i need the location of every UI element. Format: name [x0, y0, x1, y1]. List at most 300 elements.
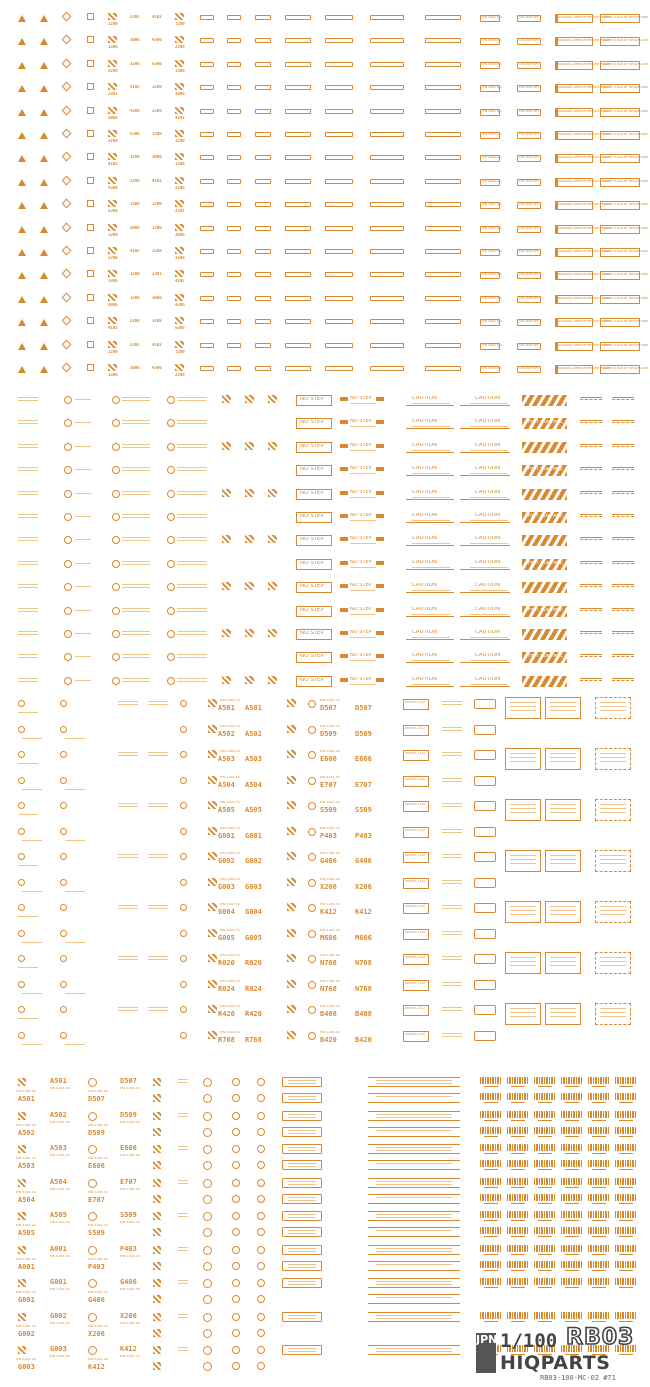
barcode-mark: [561, 1227, 583, 1234]
part-label: P/N 4065 SFC: [519, 227, 540, 230]
circle-icon: [232, 1179, 240, 1187]
part-label: P/N 4065 SFC: [519, 297, 540, 300]
label-plate: [282, 1312, 322, 1322]
target-icon: [203, 1329, 212, 1338]
text-line: [550, 757, 576, 758]
plate-small: [255, 319, 271, 324]
plate-medium: [325, 296, 353, 301]
no-step-label: NO STEP: [350, 583, 372, 588]
circle-icon: [18, 777, 25, 784]
long-plate: [368, 1345, 460, 1355]
no-step-label: NO STEP: [300, 678, 324, 683]
text-line: [510, 859, 536, 860]
barcode-mark: [615, 1278, 637, 1285]
circle-icon: [60, 700, 67, 707]
dash-line: [580, 397, 602, 400]
circle-icon: [60, 726, 67, 733]
code-label: 2301: [152, 272, 162, 276]
circle-icon: [60, 1006, 67, 1013]
part-label: P/N 4-001-16: [88, 1224, 108, 1227]
plate-medium: [325, 62, 353, 67]
text-line: [65, 1044, 85, 1045]
triangle-icon: [40, 85, 48, 92]
text-line: [619, 1220, 633, 1221]
text-line: [550, 863, 576, 864]
hot-surface-plate: [522, 395, 567, 406]
text-line: [177, 420, 207, 421]
caution-label: CAUTION: [412, 513, 438, 518]
text-line: [412, 497, 450, 498]
target-icon: [308, 751, 316, 759]
text-line: [148, 701, 168, 702]
part-label: P/N 4-001-16: [120, 1255, 140, 1258]
code-b: X206: [88, 1331, 105, 1338]
code-a: A505: [50, 1212, 67, 1219]
hatch-mark: [153, 1346, 161, 1354]
code-b: D509: [88, 1130, 105, 1137]
text-line: [288, 1217, 316, 1218]
warning-label: WARNING REMOVE BEFORE FLIGHT: [558, 320, 612, 323]
code-b: B420: [355, 1037, 372, 1044]
part-label: P/N 4065 SFC: [482, 156, 503, 159]
text-line: [178, 1183, 188, 1184]
code-b: B420: [320, 1037, 337, 1044]
text-line: [442, 701, 462, 702]
text-line: [288, 1281, 316, 1282]
inspected-label: INSPECTED: [405, 982, 425, 985]
plate-medium: [285, 366, 311, 371]
circle-icon: [60, 751, 67, 758]
hatch-mark: [175, 13, 184, 20]
plate-small: [200, 38, 214, 43]
text-line: [619, 1153, 633, 1154]
code-label: 1306: [130, 296, 140, 300]
plate-small: [227, 179, 241, 184]
hatch-mark: [108, 83, 117, 90]
stripe-bar: [340, 631, 348, 635]
maker-logo: HIQPARTS: [500, 1352, 611, 1374]
code-label: 4102: [152, 179, 162, 183]
target-icon: [203, 1362, 212, 1371]
circle-icon: [257, 1112, 265, 1120]
text-line: [178, 1113, 188, 1114]
text-line: [177, 494, 207, 495]
barcode-mark: [588, 1111, 610, 1118]
circle-icon: [64, 560, 72, 568]
circle-icon: [257, 1128, 265, 1136]
part-label: P/N 4-001-16: [16, 1325, 36, 1328]
code-label: 5306: [152, 62, 162, 66]
circle-icon: [180, 930, 187, 937]
part-label: P/N 4-001-16: [120, 1288, 140, 1291]
text-line: [18, 400, 38, 401]
text-line: [122, 444, 150, 445]
bracket-plate: [474, 750, 496, 760]
part-label: P/N 4065 SFC: [482, 227, 503, 230]
text-line: [619, 1086, 633, 1087]
text-line: [350, 567, 376, 568]
label-plate: [282, 1211, 322, 1221]
circle-icon: [18, 955, 25, 962]
square-mark: [87, 177, 94, 184]
text-line: [600, 965, 626, 966]
text-line: [178, 1082, 188, 1083]
diamond-icon: [62, 129, 72, 139]
plate-small: [255, 249, 271, 254]
hatch-mark: [268, 489, 277, 497]
hatch-mark: [153, 1228, 161, 1236]
text-line: [288, 1230, 316, 1231]
text-line: [178, 1079, 188, 1080]
long-plate: [368, 1261, 460, 1271]
text-line: [442, 883, 462, 884]
plate-small: [227, 202, 241, 207]
plate-long: [425, 343, 461, 348]
stripe-bar: [376, 514, 384, 518]
text-line: [177, 470, 207, 471]
circle-icon: [64, 443, 72, 451]
target-icon: [88, 1279, 97, 1288]
text-line: [538, 1236, 552, 1237]
text-line: [18, 467, 38, 468]
text-line: [538, 1287, 552, 1288]
stripe-bar: [340, 678, 348, 682]
text-line: [592, 1086, 606, 1087]
hatch-mark: [108, 341, 117, 348]
hatch-mark: [245, 535, 254, 543]
plate-medium: [285, 179, 311, 184]
text-line: [75, 563, 91, 564]
square-mark: [87, 130, 94, 137]
square-mark: [87, 107, 94, 114]
code-a: G004: [218, 909, 235, 916]
barcode-mark: [561, 1111, 583, 1118]
barcode-mark: [534, 1245, 556, 1252]
hatch-mark: [245, 442, 254, 450]
text-line: [75, 516, 91, 517]
dash-line: [580, 608, 602, 611]
code-a: A001: [50, 1246, 67, 1253]
text-line: [65, 993, 85, 994]
no-step-label: NO STEP: [300, 584, 324, 589]
hatch-mark: [268, 629, 277, 637]
code-b: D509: [320, 731, 337, 738]
text-line: [510, 706, 536, 707]
circle-icon: [257, 1329, 265, 1337]
circle-icon: [112, 560, 120, 568]
plate-small: [255, 343, 271, 348]
text-line: [148, 959, 168, 960]
text-line: [177, 561, 207, 562]
hatch-mark: [208, 1005, 217, 1013]
plate-small: [200, 202, 214, 207]
stand-label: STAND CLEAR OF INTAKE AREA: [602, 133, 649, 136]
diamond-icon: [62, 12, 72, 22]
code-label: 5306: [175, 326, 185, 330]
plate-medium: [285, 296, 311, 301]
plate-long: [425, 62, 461, 67]
text-line: [538, 1102, 552, 1103]
text-line: [18, 1018, 38, 1019]
stripe-bar: [340, 584, 348, 588]
hatch-mark: [175, 294, 184, 301]
barcode-mark: [534, 1261, 556, 1268]
caution-label: CAUTION: [412, 653, 438, 658]
target-icon: [308, 828, 316, 836]
plate-small: [227, 296, 241, 301]
barcode-mark: [561, 1245, 583, 1252]
text-line: [619, 1169, 633, 1170]
text-line: [538, 1086, 552, 1087]
text-line: [511, 1120, 525, 1121]
code-label: 3006: [108, 303, 118, 307]
text-line: [484, 1236, 498, 1237]
label-plate: [282, 1261, 322, 1271]
text-line: [177, 654, 207, 655]
info-panel: [545, 1003, 581, 1025]
text-line: [22, 789, 42, 790]
text-line: [592, 1270, 606, 1271]
target-icon: [308, 726, 316, 734]
circle-icon: [18, 700, 25, 707]
text-line: [118, 854, 138, 855]
text-line: [288, 1083, 316, 1084]
stand-label: STAND CLEAR OF INTAKE AREA: [602, 39, 649, 42]
long-plate: [368, 1160, 460, 1170]
hatch-mark: [287, 801, 296, 809]
code-a: R420: [218, 1011, 235, 1018]
caution-label: CAUTION: [412, 443, 438, 448]
text-line: [65, 738, 85, 739]
part-label: P/N 4065 SFC: [482, 39, 503, 42]
barcode-mark: [588, 1160, 610, 1167]
text-line: [122, 537, 150, 538]
dash-line: [580, 561, 602, 564]
text-line: [177, 514, 207, 515]
code-label: 3208: [108, 139, 118, 143]
info-panel: [595, 1003, 631, 1025]
barcode-mark: [480, 1178, 502, 1185]
code-label: 1209: [108, 233, 118, 237]
dash-line: [580, 584, 602, 587]
text-line: [122, 631, 150, 632]
hatch-mark: [175, 317, 184, 324]
text-line: [75, 633, 91, 634]
code-label: 2208: [175, 373, 185, 377]
no-step-label: NO STEP: [350, 560, 372, 565]
text-line: [18, 865, 38, 866]
text-line: [18, 561, 38, 562]
code-b: K412: [88, 1364, 105, 1371]
text-line: [600, 710, 626, 711]
part-label: P/N 4065 SFC: [519, 156, 540, 159]
part-label: P/N 4-001-16: [50, 1188, 70, 1191]
dash-line: [612, 491, 634, 494]
circle-icon: [257, 1078, 265, 1086]
part-label: P/N 4065 SFC: [519, 63, 540, 66]
stand-label: STAND CLEAR OF INTAKE AREA: [602, 156, 649, 159]
barcode-mark: [534, 1178, 556, 1185]
text-line: [510, 855, 536, 856]
target-icon: [308, 879, 316, 887]
caution-label: CAUTION: [412, 560, 438, 565]
text-line: [412, 473, 450, 474]
plate-medium: [325, 272, 353, 277]
plate-medium: [370, 249, 404, 254]
barcode-mark: [615, 1211, 637, 1218]
text-line: [178, 1314, 188, 1315]
hatch-mark: [108, 294, 117, 301]
part-label: P/N 4065 SFC: [482, 63, 503, 66]
hatch-mark: [222, 676, 231, 684]
circle-icon: [60, 930, 67, 937]
hatch-mark: [287, 750, 296, 758]
bracket-plate: [474, 878, 496, 888]
text-line: [550, 859, 576, 860]
dash-line: [580, 467, 602, 470]
hatch-mark: [287, 1031, 296, 1039]
text-line: [470, 567, 508, 568]
text-line: [442, 806, 462, 807]
hatch-mark: [153, 1179, 161, 1187]
no-step-label: NO STEP: [300, 654, 324, 659]
inspected-label: INSPECTED: [405, 956, 425, 959]
hatch-mark: [208, 699, 217, 707]
plate-long: [425, 38, 461, 43]
triangle-icon: [18, 226, 26, 233]
target-icon: [88, 1313, 97, 1322]
part-label: P/N 4-001-16: [320, 852, 340, 855]
target-icon: [88, 1145, 97, 1154]
square-mark: [87, 13, 94, 20]
target-icon: [203, 1262, 212, 1271]
hot-surface-label: HOT SURFACE: [528, 561, 564, 566]
text-line: [288, 1114, 316, 1115]
target-icon: [203, 1346, 212, 1355]
plate-small: [227, 272, 241, 277]
barcode-mark: [588, 1093, 610, 1100]
text-line: [484, 1187, 498, 1188]
caution-label: CAUTION: [475, 536, 501, 541]
text-line: [470, 473, 508, 474]
text-line: [376, 1315, 452, 1316]
code-a: A504: [218, 782, 235, 789]
text-line: [22, 840, 42, 841]
code-a: G002: [245, 858, 262, 865]
diamond-icon: [62, 59, 72, 69]
text-line: [376, 1281, 452, 1282]
text-line: [376, 1181, 452, 1182]
target-icon: [88, 1346, 97, 1355]
target-icon: [308, 802, 316, 810]
text-line: [550, 808, 576, 809]
long-plate: [368, 1111, 460, 1121]
text-line: [177, 397, 207, 398]
inspected-label: INSPECTED: [405, 778, 425, 781]
code-b: E606: [88, 1163, 105, 1170]
plate-small: [227, 85, 241, 90]
bracket-plate: [474, 725, 496, 735]
caution-label: CAUTION: [475, 466, 501, 471]
hatch-mark: [108, 36, 117, 43]
barcode-mark: [615, 1245, 637, 1252]
long-plate: [368, 1312, 460, 1322]
text-line: [148, 704, 168, 705]
circle-icon: [180, 955, 187, 962]
barcode-mark: [615, 1077, 637, 1084]
text-line: [600, 812, 626, 813]
hatch-mark: [108, 13, 117, 20]
hot-surface-label: HOT SURFACE: [528, 654, 564, 659]
code-a: A503: [50, 1145, 67, 1152]
code-label: 4306: [175, 303, 185, 307]
text-line: [288, 1117, 316, 1118]
stripe-bar: [376, 654, 384, 658]
bracket-plate: [474, 903, 496, 913]
text-line: [470, 590, 508, 591]
text-line: [65, 789, 85, 790]
warning-label: WARNING REMOVE BEFORE FLIGHT: [558, 180, 612, 183]
code-a: G005: [218, 935, 235, 942]
text-line: [18, 681, 38, 682]
barcode-mark: [534, 1211, 556, 1218]
code-b: D507: [320, 705, 337, 712]
hatch-mark: [175, 36, 184, 43]
square-mark: [87, 153, 94, 160]
dash-line: [612, 584, 634, 587]
hatch-mark: [108, 224, 117, 231]
triangle-icon: [18, 179, 26, 186]
hatch-mark: [208, 903, 217, 911]
dash-line: [580, 654, 602, 657]
circle-icon: [18, 904, 25, 911]
caution-label: CAUTION: [475, 630, 501, 635]
hatch-mark: [108, 317, 117, 324]
circle-icon: [257, 1246, 265, 1254]
text-line: [592, 1102, 606, 1103]
diamond-icon: [62, 82, 72, 92]
circle-icon: [64, 466, 72, 474]
barcode-mark: [507, 1178, 529, 1185]
target-icon: [308, 904, 316, 912]
circle-icon: [167, 607, 175, 615]
inspected-label: INSPECTED: [405, 803, 425, 806]
text-line: [376, 1297, 452, 1298]
text-line: [376, 1163, 452, 1164]
long-plate: [368, 1178, 460, 1188]
code-label: 4102: [108, 162, 118, 166]
triangle-icon: [18, 15, 26, 22]
circle-icon: [60, 879, 67, 886]
plate-long: [425, 132, 461, 137]
text-line: [484, 1120, 498, 1121]
text-line: [148, 752, 168, 753]
circle-icon: [112, 630, 120, 638]
text-line: [565, 1236, 579, 1237]
plate-long: [425, 85, 461, 90]
stand-label: STAND CLEAR OF INTAKE AREA: [602, 320, 649, 323]
code-label: 1209: [175, 22, 185, 26]
circle-icon: [167, 677, 175, 685]
label-plate: [282, 1111, 322, 1121]
circle-icon: [232, 1195, 240, 1203]
hatch-mark: [153, 1329, 161, 1337]
warning-label: WARNING REMOVE BEFORE FLIGHT: [558, 63, 612, 66]
text-line: [288, 1248, 316, 1249]
barcode-mark: [588, 1194, 610, 1201]
part-label: P/N 4-001-16: [320, 878, 340, 881]
text-line: [122, 423, 150, 424]
